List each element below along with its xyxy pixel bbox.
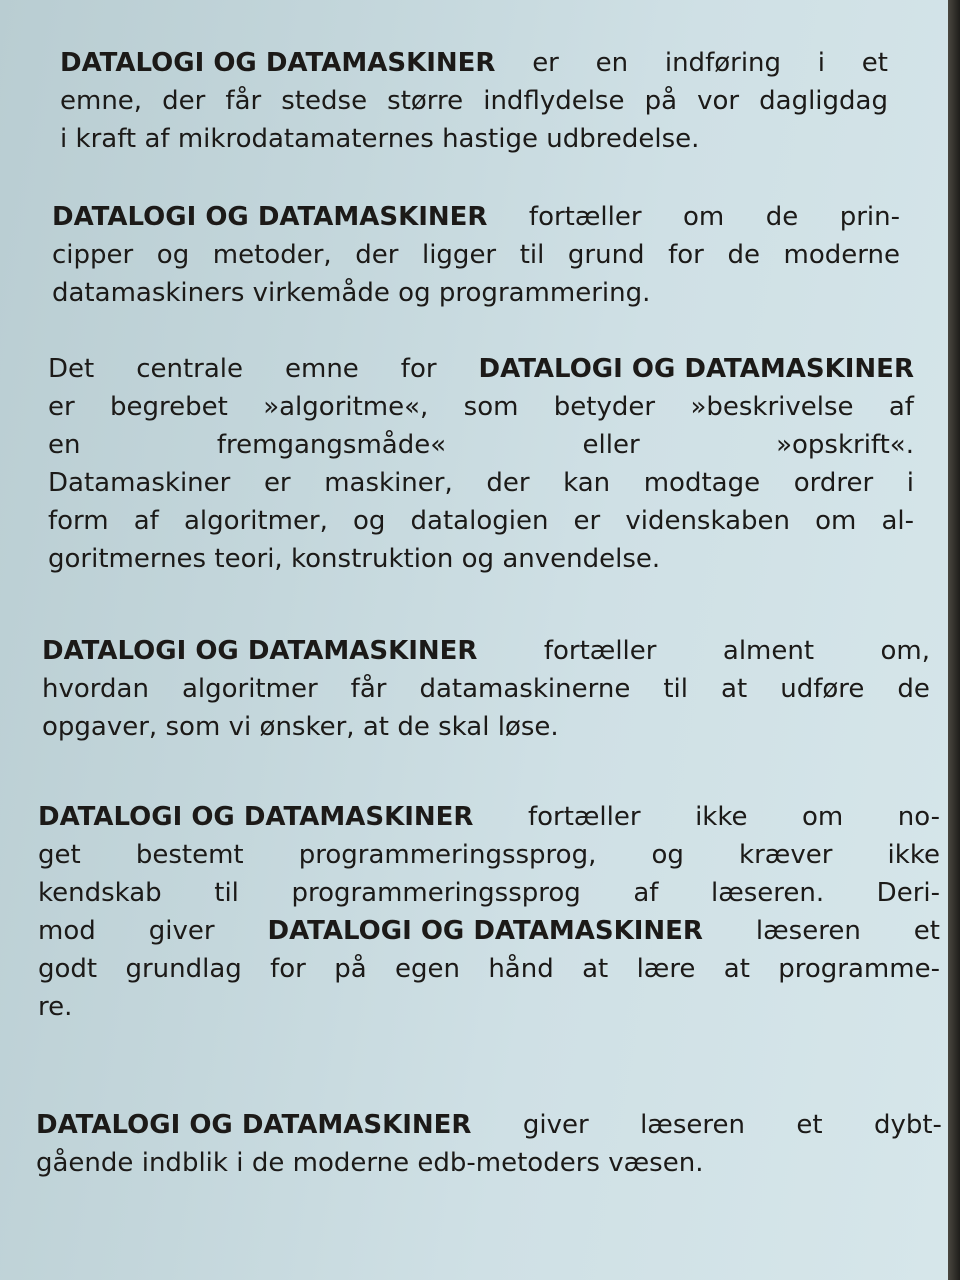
word: udbredelse. xyxy=(546,124,700,154)
text-line xyxy=(60,120,888,158)
word: læseren xyxy=(640,1110,745,1140)
word: datamaskiners xyxy=(52,278,245,308)
word: moderne xyxy=(783,240,900,270)
word: der xyxy=(355,240,399,270)
word: grund xyxy=(567,240,645,270)
word: gående xyxy=(36,1148,134,1178)
word: de xyxy=(897,674,930,704)
word: dagligdag xyxy=(759,86,888,116)
word: indflydelse xyxy=(483,86,625,116)
word: om, xyxy=(880,636,930,666)
word: et xyxy=(861,48,888,78)
word: programmering. xyxy=(438,278,651,308)
book-title-phrase: DATALOGI OG DATAMASKINER xyxy=(36,1110,472,1140)
word: der xyxy=(162,86,206,116)
word: algoritmer xyxy=(181,674,318,704)
word: konstruktion xyxy=(291,544,454,574)
word: af xyxy=(633,878,659,908)
word: i xyxy=(236,1148,244,1178)
word: kan xyxy=(563,468,611,498)
text-line xyxy=(48,540,914,578)
word: i xyxy=(60,124,68,154)
text-line xyxy=(48,502,914,540)
word: væsen. xyxy=(608,1148,704,1178)
text-line xyxy=(52,198,900,236)
paragraph-principles xyxy=(52,198,900,312)
word: til xyxy=(519,240,545,270)
word: al- xyxy=(881,506,914,536)
word: giver xyxy=(522,1110,589,1140)
word: løse. xyxy=(497,712,559,742)
word: betyder xyxy=(553,392,656,422)
word: får xyxy=(225,86,262,116)
word: stedse xyxy=(281,86,368,116)
word: læseren xyxy=(755,916,861,946)
word: Deri- xyxy=(876,878,940,908)
word: de xyxy=(251,1148,285,1178)
word: at xyxy=(582,954,609,984)
word: de xyxy=(765,202,799,232)
paragraph-algorithm xyxy=(48,350,914,578)
word: og xyxy=(353,506,386,536)
word: ikke xyxy=(695,802,748,832)
page-edge xyxy=(948,0,960,1280)
word: prin- xyxy=(839,202,900,232)
word: af xyxy=(888,392,914,422)
word: er xyxy=(532,48,559,78)
word: virkemåde xyxy=(252,278,390,308)
word: indblik xyxy=(141,1148,228,1178)
text-line xyxy=(38,988,940,1026)
word: for xyxy=(400,354,437,384)
word: og xyxy=(651,840,684,870)
word: teori, xyxy=(214,544,283,574)
text-line xyxy=(42,708,930,746)
word: kraft xyxy=(75,124,137,154)
word: programmeringssprog xyxy=(291,878,581,908)
word: til xyxy=(214,878,239,908)
text-line xyxy=(60,44,888,82)
word: opgaver, xyxy=(42,712,158,742)
word: læseren. xyxy=(710,878,825,908)
word: Datamaskiner xyxy=(48,468,231,498)
word: begrebet xyxy=(110,392,228,422)
word: at xyxy=(362,712,389,742)
word: programmeringssprog, xyxy=(298,840,597,870)
word: mod xyxy=(38,916,96,946)
word: programme- xyxy=(778,954,940,984)
word: »beskrivelse xyxy=(690,392,854,422)
word: metoder, xyxy=(212,240,332,270)
word: ligger xyxy=(421,240,497,270)
word: alment xyxy=(722,636,815,666)
word: dybt- xyxy=(873,1110,942,1140)
word: skal xyxy=(438,712,490,742)
word: giver xyxy=(148,916,215,946)
word: no- xyxy=(897,802,940,832)
word: der xyxy=(486,468,530,498)
word: om xyxy=(802,802,844,832)
word: om xyxy=(683,202,725,232)
text-line xyxy=(38,950,940,988)
word: re. xyxy=(38,992,73,1022)
text-line xyxy=(36,1106,942,1144)
paragraph-algorithms-tasks xyxy=(42,632,930,746)
text-line xyxy=(38,836,940,874)
text-line xyxy=(36,1144,942,1182)
word: »algoritme«, xyxy=(263,392,429,422)
word: »opskrift«. xyxy=(776,430,914,460)
word: får xyxy=(350,674,387,704)
word: bestemt xyxy=(135,840,244,870)
word: vi xyxy=(228,712,252,742)
word: et xyxy=(913,916,940,946)
word: Det xyxy=(48,354,95,384)
word: og xyxy=(461,544,495,574)
word: er xyxy=(573,506,601,536)
text-line xyxy=(38,874,940,912)
text-line xyxy=(42,632,930,670)
word: at xyxy=(723,954,750,984)
text-line xyxy=(52,236,900,274)
word: goritmernes xyxy=(48,544,207,574)
word: eller xyxy=(582,430,640,460)
word: større xyxy=(387,86,464,116)
word: et xyxy=(796,1110,823,1140)
word: grundlag xyxy=(125,954,242,984)
word: udføre xyxy=(780,674,865,704)
paragraph-insight xyxy=(36,1106,942,1182)
word: kræver xyxy=(739,840,833,870)
word: ønsker, xyxy=(259,712,355,742)
word: fremgangsmåde« xyxy=(216,430,447,460)
word: på xyxy=(644,86,677,116)
word: på xyxy=(334,954,367,984)
word: ikke xyxy=(887,840,940,870)
book-title-phrase: DATALOGI OG DATAMASKINER xyxy=(478,354,914,384)
word: er xyxy=(263,468,291,498)
word: videnskaben xyxy=(625,506,790,536)
word: af xyxy=(133,506,159,536)
word: at xyxy=(721,674,748,704)
word: af xyxy=(144,124,170,154)
word: get xyxy=(38,840,81,870)
word: hvordan xyxy=(42,674,149,704)
text-line xyxy=(48,388,914,426)
word: moderne xyxy=(292,1148,410,1178)
book-title-phrase: DATALOGI OG DATAMASKINER xyxy=(52,202,488,232)
word: og xyxy=(398,278,431,308)
word: form xyxy=(48,506,109,536)
word: en xyxy=(48,430,81,460)
word: som xyxy=(165,712,221,742)
text-line xyxy=(38,798,940,836)
word: for xyxy=(270,954,306,984)
word: som xyxy=(463,392,519,422)
word: i xyxy=(906,468,914,498)
word: kendskab xyxy=(38,878,162,908)
word: for xyxy=(668,240,704,270)
word: edb-metoders xyxy=(417,1148,600,1178)
word: indføring xyxy=(664,48,782,78)
word: godt xyxy=(38,954,98,984)
paragraph-programming-languages xyxy=(38,798,940,1026)
word: til xyxy=(663,674,689,704)
word: modtage xyxy=(643,468,761,498)
text-line xyxy=(60,82,888,120)
word: anvendelse. xyxy=(502,544,661,574)
word: datalogien xyxy=(410,506,549,536)
word: egen xyxy=(395,954,460,984)
word: algoritmer, xyxy=(183,506,328,536)
word: i xyxy=(817,48,826,78)
word: fortæller xyxy=(527,802,641,832)
book-title-phrase: DATALOGI OG DATAMASKINER xyxy=(267,916,703,946)
text-line xyxy=(42,670,930,708)
word: emne, xyxy=(60,86,143,116)
word: ordrer xyxy=(793,468,874,498)
word: de xyxy=(397,712,430,742)
text-line xyxy=(48,464,914,502)
word: er xyxy=(48,392,75,422)
word: og xyxy=(156,240,190,270)
word: fortæller xyxy=(543,636,657,666)
text-line xyxy=(38,912,940,950)
word: fortæller xyxy=(528,202,642,232)
word: centrale xyxy=(136,354,244,384)
text-line xyxy=(48,350,914,388)
word: om xyxy=(815,506,857,536)
paragraph-introduction xyxy=(60,44,888,158)
word: en xyxy=(595,48,629,78)
book-title-phrase: DATALOGI OG DATAMASKINER xyxy=(60,48,496,78)
word: maskiner, xyxy=(324,468,453,498)
book-title-phrase: DATALOGI OG DATAMASKINER xyxy=(38,802,474,832)
word: vor xyxy=(697,86,740,116)
word: de xyxy=(727,240,760,270)
word: lære xyxy=(636,954,696,984)
word: datamaskinerne xyxy=(419,674,631,704)
word: mikrodatamaternes xyxy=(177,124,434,154)
text-line xyxy=(52,274,900,312)
word: emne xyxy=(285,354,359,384)
word: hånd xyxy=(488,954,554,984)
word: cipper xyxy=(52,240,134,270)
word: hastige xyxy=(442,124,538,154)
text-line xyxy=(48,426,914,464)
book-title-phrase: DATALOGI OG DATAMASKINER xyxy=(42,636,478,666)
